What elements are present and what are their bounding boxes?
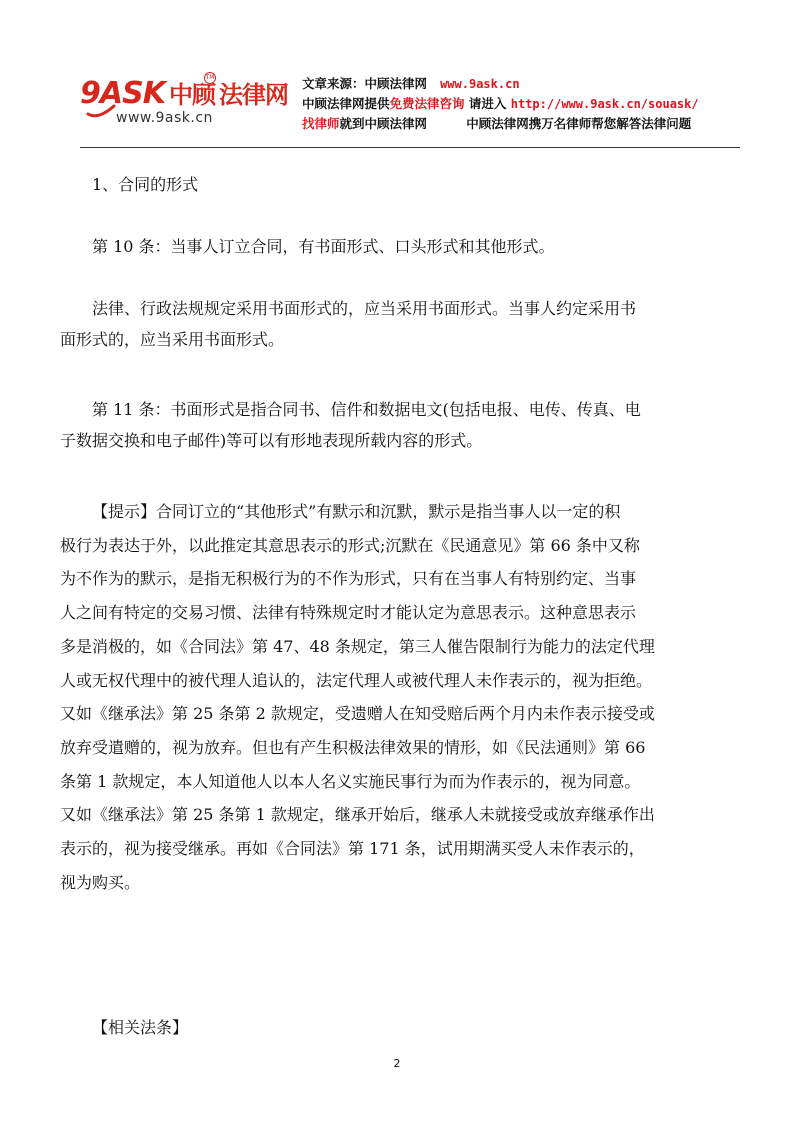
text-line: 人之间有特定的交易习惯、法律有特殊规定时才能认定为意思表示。这种意思表示 [60,603,637,623]
free-consult-link[interactable]: 免费法律咨询 [389,96,465,111]
page-header [0,0,794,150]
logo-swoosh-icon [86,102,116,120]
text-line: 视为购买。 [60,872,141,892]
text-line: 面形式的，应当采用书面形式。 [60,330,285,349]
page-number: 2 [393,1057,401,1070]
text-line: 【提示】合同订立的“其他形式”有默示和沉默，默示是指当事人以一定的积 [92,502,621,521]
text-line: 子数据交换和电子邮件)等可以有形地表现所载内容的形式。 [60,431,483,450]
source-label: 文章来源：中顾法律网 [302,76,428,91]
site-logo[interactable] [80,72,290,132]
text-line: 第 11 条：书面形式是指合同书、信件和数据电文(包括电报、电传、传真、电 [92,400,641,419]
header-info [302,74,699,133]
article-11 [60,394,740,456]
source-link[interactable]: www.9ask.cn [440,77,520,91]
section-title: 1、合同的形式 [92,175,199,194]
header-line-consult [302,94,699,114]
logo-brand-cn-2: 法律网 [218,81,288,109]
text-line: 法律、行政法规规定采用书面形式的，应当采用书面形式。当事人约定采用书 [92,299,637,318]
text-line: 人或无权代理中的被代理人追认的，法定代理人或被代理人未作表示的，视为拒绝。 [60,670,653,690]
find-lawyer-link[interactable]: 找律师 [302,116,340,131]
header-line-lawyer [302,114,699,133]
consult-url-link[interactable]: http://www.9ask.cn/souask/ [510,97,699,111]
logo-brand-mark: 9ASK [80,76,165,111]
logo-url: www.9ask.cn [116,110,213,126]
text-line: 表示的，视为接受继承。再如《合同法》第 171 条，试用期满买受人未作表示的， [60,839,645,859]
find-lawyer-rest: 就到中顾法律网 [339,116,428,131]
text-line: 又如《继承法》第 25 条第 2 款规定，受遗赠人在知受赔后两个月内未作表示接受或 [60,704,655,724]
tip-paragraph [60,495,740,899]
header-line-source [302,74,699,94]
logo-brand-cn-1: 中顾 [168,81,215,109]
text-line: 条第 1 款规定，本人知道他人以本人名义实施民事行为而为作表示的，视为同意。 [60,771,641,791]
lawyers-tagline: 中顾法律网携万名律师帮您解答法律问题 [466,116,692,131]
article-10: 第 10 条：当事人订立合同，有书面形式、口头形式和其他形式。 [92,237,555,256]
consult-prefix: 中顾法律网提供 [302,96,390,111]
article-10-paragraph-2 [60,293,740,355]
related-laws-heading: 【相关法条】 [92,1018,189,1037]
trademark-icon: TM [204,72,216,84]
text-line: 放弃受遣赠的，视为放弃。但也有产生积极法律效果的情形，如《民法通则》第 66 [60,737,646,757]
text-line: 又如《继承法》第 25 条第 1 款规定，继承开始后，继承人未就接受或放弃继承作出 [60,805,655,825]
text-line: 多是消极的，如《合同法》第 47、48 条规定，第三人催告限制行为能力的法定代理 [60,636,655,656]
header-divider [80,147,740,148]
consult-middle: 请进入 [464,96,511,111]
text-line: 极行为表达于外，以此推定其意思表示的形式;沉默在《民通意见》第 66 条中又称 [60,535,640,555]
text-line: 为不作为的默示，是指无积极行为的不作为形式，只有在当事人有特别约定、当事 [60,569,637,589]
